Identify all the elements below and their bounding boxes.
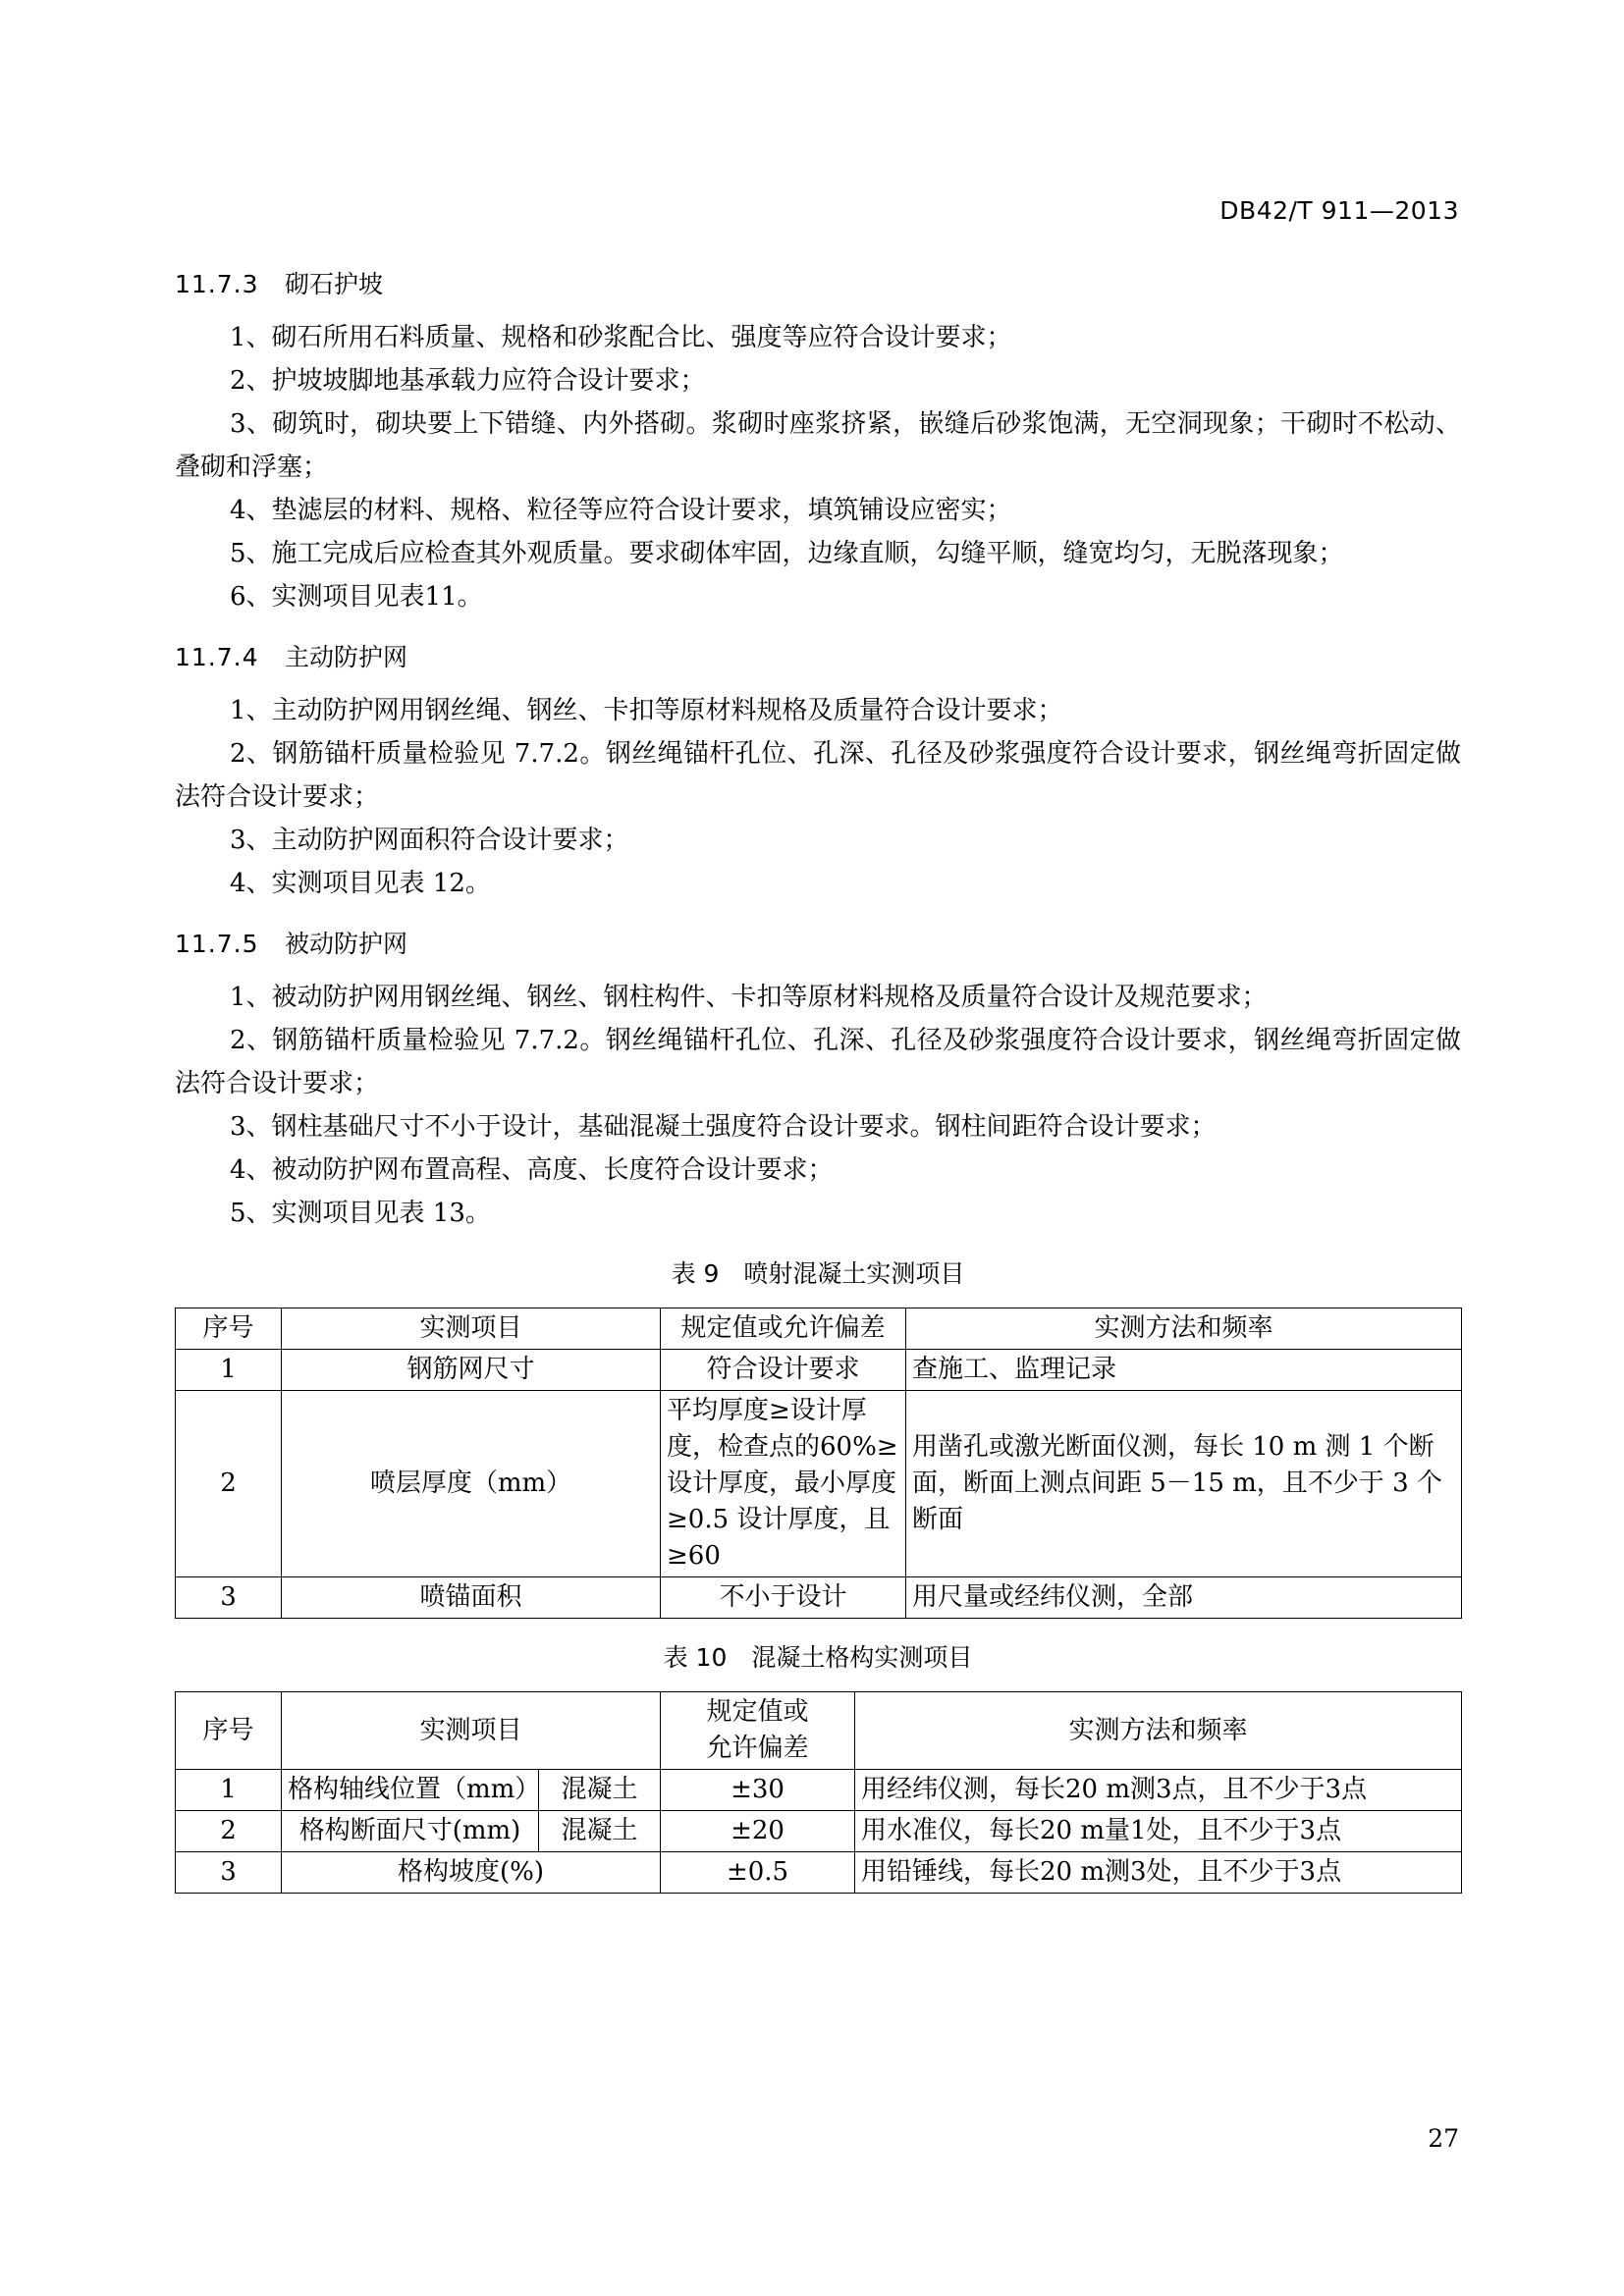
paragraph: 1、砌石所用石料质量、规格和砂浆配合比、强度等应符合设计要求； xyxy=(230,323,1012,352)
table-cell: 用经纬仪测，每长20 m测3点，且不少于3点 xyxy=(855,1770,1462,1811)
paragraph: 2、护坡坡脚地基承载力应符合设计要求； xyxy=(230,366,706,396)
header-cell: 规定值或允许偏差 xyxy=(661,1308,906,1350)
table-row xyxy=(176,1391,1462,1577)
paragraph: 2、钢筋锚杆质量检验见 7.7.2。钢丝绳锚杆孔位、孔深、孔径及砂浆强度符合设计要求，钢丝绳弯折固定做法符合设计要求； xyxy=(175,1026,1461,1098)
table-header-row xyxy=(176,1692,1462,1770)
table-cell: 2 xyxy=(176,1811,282,1852)
table-row xyxy=(176,1577,1462,1619)
section-11-7-4 xyxy=(175,636,1461,905)
doc-code: DB42/T 911—2013 xyxy=(1219,196,1459,225)
paragraph: 6、实测项目见表11。 xyxy=(230,582,483,612)
table-cell: 格构断面尺寸(mm) xyxy=(282,1811,539,1852)
table-cell: 1 xyxy=(176,1770,282,1811)
table-cell: 格构轴线位置（mm） xyxy=(282,1770,539,1811)
table-cell: 1 xyxy=(176,1350,282,1391)
table-9 xyxy=(175,1308,1462,1619)
table-cell: ±0.5 xyxy=(661,1852,855,1894)
table-cell: ±30 xyxy=(661,1770,855,1811)
table-cell: 3 xyxy=(176,1577,282,1619)
table-cell: 用凿孔或激光断面仪测，每长 10 m 测 1 个断面，断面上测点间距 5－15 m，且不少于 3 个断面 xyxy=(906,1391,1462,1577)
table-9-caption: 表 9 喷射混凝土实测项目 xyxy=(671,1259,965,1288)
table-row xyxy=(176,1852,1462,1894)
page-number: 27 xyxy=(1428,2124,1459,2153)
table-cell: 格构坡度(%) xyxy=(282,1852,661,1894)
header-cell: 实测方法和频率 xyxy=(855,1692,1462,1770)
section-heading xyxy=(175,636,1461,679)
section-number: 11.7.5 xyxy=(175,930,259,958)
paragraph: 4、被动防护网布置高程、高度、长度符合设计要求； xyxy=(230,1155,834,1185)
page-content xyxy=(175,263,1461,1894)
table-cell: 查施工、监理记录 xyxy=(906,1350,1462,1391)
header-cell: 序号 xyxy=(176,1308,282,1350)
paragraph: 2、钢筋锚杆质量检验见 7.7.2。钢丝绳锚杆孔位、孔深、孔径及砂浆强度符合设计要求，钢丝绳弯折固定做法符合设计要求； xyxy=(175,739,1461,812)
paragraph: 5、施工完成后应检查其外观质量。要求砌体牢固，边缘直顺，勾缝平顺，缝宽均匀，无脱落现象； xyxy=(230,539,1344,568)
table-cell: 喷层厚度（mm） xyxy=(282,1391,661,1577)
section-heading xyxy=(175,263,1461,306)
section-title: 主动防护网 xyxy=(285,643,408,671)
table-row xyxy=(176,1350,1462,1391)
paragraph: 3、主动防护网面积符合设计要求； xyxy=(230,826,629,855)
section-number: 11.7.4 xyxy=(175,643,259,671)
table-cell: 混凝土 xyxy=(539,1770,661,1811)
table-10 xyxy=(175,1691,1462,1894)
section-11-7-3 xyxy=(175,263,1461,618)
paragraph: 4、垫滤层的材料、规格、粒径等应符合设计要求，填筑铺设应密实； xyxy=(230,496,1012,525)
header-line: 允许偏差 xyxy=(706,1734,809,1763)
section-title: 砌石护坡 xyxy=(285,270,384,298)
paragraph: 1、主动防护网用钢丝绳、钢丝、卡扣等原材料规格及质量符合设计要求； xyxy=(230,696,1063,725)
table-cell: ±20 xyxy=(661,1811,855,1852)
table-10-caption: 表 10 混凝土格构实测项目 xyxy=(663,1643,973,1672)
table-cell: 平均厚度≥设计厚度，检查点的60%≥设计厚度，最小厚度≥0.5 设计厚度，且≥60 xyxy=(661,1391,906,1577)
paragraph: 1、被动防护网用钢丝绳、钢丝、钢柱构件、卡扣等原材料规格及质量符合设计及规范要求； xyxy=(230,983,1268,1012)
section-11-7-5 xyxy=(175,923,1461,1235)
section-number: 11.7.3 xyxy=(175,270,259,298)
header-cell: 序号 xyxy=(176,1692,282,1770)
section-heading xyxy=(175,923,1461,966)
table-cell: 钢筋网尺寸 xyxy=(282,1350,661,1391)
table-cell: 符合设计要求 xyxy=(661,1350,906,1391)
table-cell: 用铅锤线，每长20 m测3处，且不少于3点 xyxy=(855,1852,1462,1894)
header-line: 规定值或 xyxy=(706,1697,809,1727)
table-row xyxy=(176,1770,1462,1811)
header-cell: 实测项目 xyxy=(282,1692,661,1770)
table-cell: 用尺量或经纬仪测，全部 xyxy=(906,1577,1462,1619)
header-cell: 实测方法和频率 xyxy=(906,1308,1462,1350)
paragraph: 5、实测项目见表 13。 xyxy=(230,1199,491,1228)
paragraph: 3、砌筑时，砌块要上下错缝、内外搭砌。浆砌时座浆挤紧，嵌缝后砂浆饱满，无空洞现象；干砌时不松动、叠砌和浮塞； xyxy=(175,409,1461,482)
paragraph: 4、实测项目见表 12。 xyxy=(230,869,491,898)
paragraph: 3、钢柱基础尺寸不小于设计，基础混凝土强度符合设计要求。钢柱间距符合设计要求； xyxy=(230,1112,1217,1142)
table-row xyxy=(176,1811,1462,1852)
table-cell: 不小于设计 xyxy=(661,1577,906,1619)
table-cell: 3 xyxy=(176,1852,282,1894)
table-cell: 喷锚面积 xyxy=(282,1577,661,1619)
header-cell xyxy=(661,1692,855,1770)
table-cell: 用水准仪，每长20 m量1处，且不少于3点 xyxy=(855,1811,1462,1852)
section-title: 被动防护网 xyxy=(285,930,408,958)
table-cell: 混凝土 xyxy=(539,1811,661,1852)
header-cell: 实测项目 xyxy=(282,1308,661,1350)
table-header-row xyxy=(176,1308,1462,1350)
table-cell: 2 xyxy=(176,1391,282,1577)
